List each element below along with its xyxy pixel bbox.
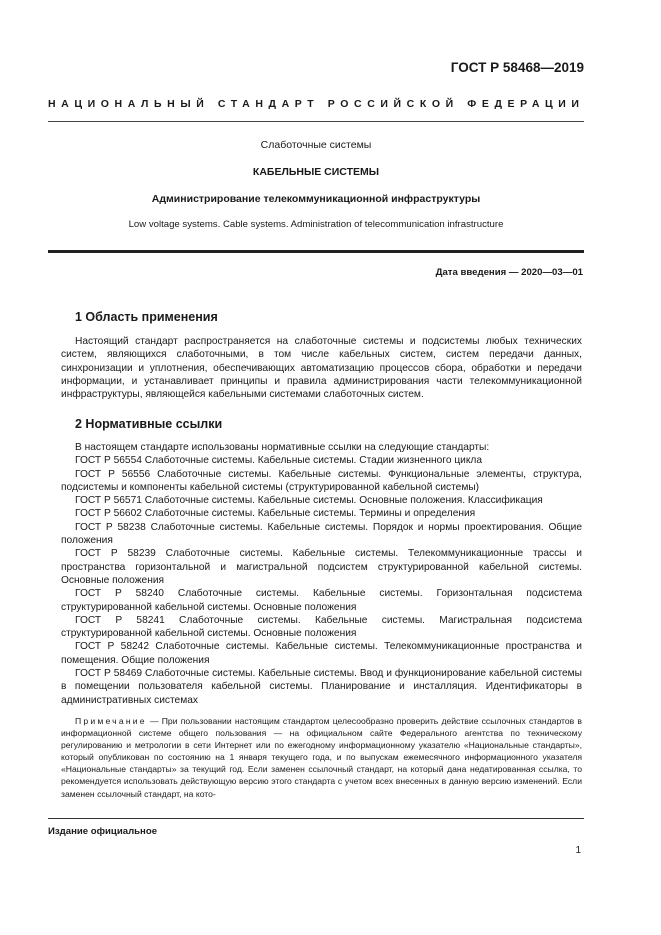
reference-item: ГОСТ Р 58240 Слаботочные системы. Кабельные системы. Горизонтальная подсистема структурированной кабельной системы. Основные положения [61,588,582,613]
reference-item: ГОСТ Р 56556 Слаботочные системы. Кабельные системы. Функциональные элементы, структура, подсистемы и компоненты кабельной системы (структурированной кабельной системы) [61,468,582,493]
section-2-heading: 2 Нормативные ссылки [75,417,223,431]
footer-divider [48,818,584,819]
reference-item: ГОСТ Р 58239 Слаботочные системы. Кабельные системы. Телекоммуникационные трассы и пространства горизонтальной и магистральной подсистем структурированной кабельной системы. Основные положения [61,548,582,586]
section-1-paragraph: Настоящий стандарт распространяется на слаботочные системы и подсистемы любых технических систем, являющихся слаботочными, в том числе кабельных систем, систем передачи данных, синхронизации и уплотнения, обеспечивающих автоматизацию процессов сбора, обработки и передачи информации, и устанавливает принципы и правила администрирования части телекоммуникационной инфраструктуры, являющейся кабельными системами слаботочных систем. [61,336,582,401]
section-1-text [61,335,582,401]
page-number: 1 [575,845,581,856]
section-2-references [61,441,582,707]
subtitle-2: КАБЕЛЬНЫЕ СИСТЕМЫ [252,166,380,178]
reference-item: ГОСТ Р 58242 Слаботочные системы. Кабельные системы. Телекоммуникационные пространства и помещения. Общие положения [61,641,582,666]
header-divider [48,121,584,122]
section-1-heading: 1 Область применения [75,310,218,324]
english-title: Low voltage systems. Cable systems. Administration of telecommunication infrastructure [128,219,504,230]
reference-item: ГОСТ Р 56571 Слаботочные системы. Кабельные системы. Основные положения. Классификация [75,495,543,507]
note-text: — При пользовании настоящим стандартом целесообразно проверить действие ссылочных стандартов в информационной системе общего пользования — на официальном сайте Федерального агентства по техническому регулированию и метрологии в сети Интернет или по ежегодному информационному указателю «Национальные стандарты», который опубликован по состоянию на 1 января текущего года, и по выпускам ежемесячного информационного указателя «Национальные стандарты» за текущий год. Если заменен ссылочный стандарт, на который дана недатированная ссылка, то рекомендуется использовать действующую версию этого стандарта с учетом всех внесенных в данную версию изменений. Если заменен ссылочный стандарт, на кото- [61,716,582,799]
subtitle-3: Администрирование телекоммуникационной инфраструктуры [151,193,481,205]
note-label: Примечание [75,716,147,726]
note-block [61,715,582,800]
reference-item: ГОСТ Р 58238 Слаботочные системы. Кабельные системы. Порядок и нормы проектирования. Общие положения [61,521,582,547]
standard-title: НАЦИОНАЛЬНЫЙ СТАНДАРТ РОССИЙСКОЙ ФЕДЕРАЦИИ [48,98,585,110]
reference-item: ГОСТ Р 58241 Слаботочные системы. Кабельные системы. Магистральная подсистема структурированной кабельной системы. Основные положения [61,614,582,640]
reference-item: ГОСТ Р 58469 Слаботочные системы. Кабельные системы. Ввод и функционирование кабельной системы в помещении пользователя кабельной системы. Планирование и инсталляция. Идентификаторы в административных системах [61,668,582,706]
introduction-date: Дата введения — 2020—03—01 [435,267,583,278]
edition-label: Издание официальное [48,826,158,837]
subtitle-1: Слаботочные системы [260,139,372,151]
reference-item: ГОСТ Р 56554 Слаботочные системы. Кабельные системы. Стадии жизненного цикла [75,455,483,467]
reference-item: ГОСТ Р 56602 Слаботочные системы. Кабельные системы. Термины и определения [75,508,476,520]
title-divider [48,250,584,253]
document-id: ГОСТ Р 58468—2019 [450,60,584,75]
section-2-lead: В настоящем стандарте использованы нормативные ссылки на следующие стандарты: [75,442,490,453]
